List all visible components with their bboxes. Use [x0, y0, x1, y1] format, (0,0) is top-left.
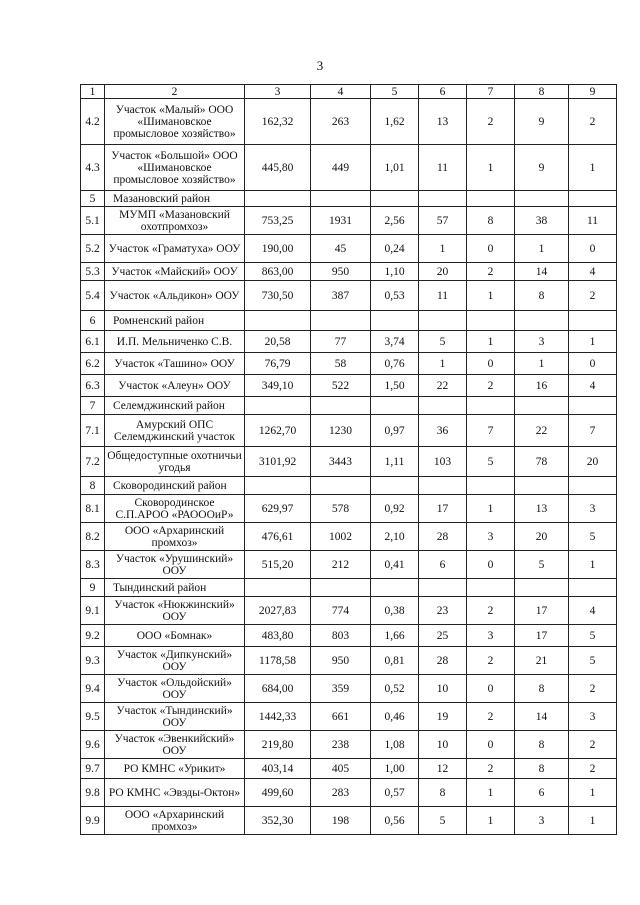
cell-col-col7: 2: [467, 759, 515, 779]
cell-col-number: 9.5: [81, 703, 105, 731]
cell-col-col6: 17: [419, 495, 467, 523]
table-row: [81, 353, 617, 375]
cell-col-col7: 1: [467, 145, 515, 191]
cell-col-name: Участок «Урушинский» ООУ: [105, 551, 245, 579]
cell-col-col9: 2: [569, 759, 617, 779]
cell-col-number: 5.1: [81, 207, 105, 235]
cell-col-col7: [467, 579, 515, 597]
cell-col-number: 9.7: [81, 759, 105, 779]
cell-col-name: РО КМНС «Урикит»: [105, 759, 245, 779]
cell-col-count: 45: [311, 235, 371, 263]
cell-col-density: 1,66: [371, 625, 419, 647]
cell-col-area: [245, 191, 311, 207]
cell-col-col6: 12: [419, 759, 467, 779]
cell-col-col7: 8: [467, 207, 515, 235]
cell-col-col6: 5: [419, 807, 467, 835]
table-row: [81, 99, 617, 145]
cell-col-number: 9.2: [81, 625, 105, 647]
cell-col-density: 1,00: [371, 759, 419, 779]
cell-col-area: 515,20: [245, 551, 311, 579]
cell-col-number: 6.3: [81, 375, 105, 397]
cell-col-name: Участок «Граматуха» ООУ: [105, 235, 245, 263]
cell-col-col9: 1: [569, 807, 617, 835]
cell-col-col8: 3: [515, 807, 569, 835]
cell-col-col6: 6: [419, 551, 467, 579]
table-row: [81, 625, 617, 647]
cell-col-density: 0,38: [371, 597, 419, 625]
table-row: [81, 207, 617, 235]
cell-col-number: 9: [81, 579, 105, 597]
cell-col-count: 77: [311, 331, 371, 353]
table-row: [81, 703, 617, 731]
cell-col-col7: 1: [467, 779, 515, 807]
table-row: [81, 807, 617, 835]
cell-col-col8: 14: [515, 263, 569, 281]
header-cell-col-col7: 7: [467, 85, 515, 99]
cell-col-col8: [515, 311, 569, 331]
data-table: [80, 84, 617, 835]
cell-col-area: 629,97: [245, 495, 311, 523]
cell-col-area: 162,32: [245, 99, 311, 145]
cell-col-col8: 8: [515, 731, 569, 759]
cell-col-count: 1931: [311, 207, 371, 235]
cell-col-col6: 11: [419, 281, 467, 311]
cell-col-name: Участок «Большой» ООО «Шимановское промысловое хозяйство»: [105, 145, 245, 191]
cell-col-col8: 16: [515, 375, 569, 397]
table-row: [81, 675, 617, 703]
cell-col-density: [371, 579, 419, 597]
cell-col-area: [245, 397, 311, 415]
cell-col-name: Селемджинский район: [105, 397, 245, 415]
cell-col-col6: 10: [419, 731, 467, 759]
cell-col-number: 7.1: [81, 415, 105, 447]
cell-col-density: 1,50: [371, 375, 419, 397]
cell-col-name: Амурский ОПС Селемджинский участок: [105, 415, 245, 447]
cell-col-count: 774: [311, 597, 371, 625]
table-row: [81, 731, 617, 759]
cell-col-density: 0,76: [371, 353, 419, 375]
cell-col-name: Участок «Ольдойский» ООУ: [105, 675, 245, 703]
cell-col-number: 4.3: [81, 145, 105, 191]
cell-col-col9: 2: [569, 99, 617, 145]
cell-col-area: 190,00: [245, 235, 311, 263]
cell-col-col9: 20: [569, 447, 617, 477]
table-row: [81, 759, 617, 779]
cell-col-col8: 6: [515, 779, 569, 807]
cell-col-count: 950: [311, 647, 371, 675]
cell-col-col9: 7: [569, 415, 617, 447]
cell-col-number: 8.1: [81, 495, 105, 523]
cell-col-col8: 14: [515, 703, 569, 731]
cell-col-col6: [419, 311, 467, 331]
cell-col-number: 9.3: [81, 647, 105, 675]
cell-col-area: 1262,70: [245, 415, 311, 447]
cell-col-count: 522: [311, 375, 371, 397]
cell-col-col6: 1: [419, 235, 467, 263]
header-cell-col-number: 1: [81, 85, 105, 99]
cell-col-count: 950: [311, 263, 371, 281]
cell-col-col9: 5: [569, 625, 617, 647]
cell-col-col8: 5: [515, 551, 569, 579]
cell-col-col9: [569, 397, 617, 415]
cell-col-col6: 23: [419, 597, 467, 625]
cell-col-col7: [467, 311, 515, 331]
page-number: 3: [316, 58, 324, 73]
cell-col-col8: 8: [515, 759, 569, 779]
cell-col-area: [245, 579, 311, 597]
cell-col-name: Тындинский район: [105, 579, 245, 597]
cell-col-col7: 0: [467, 731, 515, 759]
cell-col-col7: 2: [467, 647, 515, 675]
cell-col-col7: 5: [467, 447, 515, 477]
cell-col-col9: 4: [569, 597, 617, 625]
cell-col-area: 403,14: [245, 759, 311, 779]
table-row: [81, 145, 617, 191]
cell-col-count: [311, 579, 371, 597]
cell-col-name: ООО «Бомнак»: [105, 625, 245, 647]
cell-col-density: 0,46: [371, 703, 419, 731]
cell-col-col9: [569, 477, 617, 495]
cell-col-number: 5.3: [81, 263, 105, 281]
cell-col-col8: 22: [515, 415, 569, 447]
cell-col-col8: [515, 397, 569, 415]
table-row: [81, 779, 617, 807]
cell-col-col6: 103: [419, 447, 467, 477]
cell-col-count: 578: [311, 495, 371, 523]
cell-col-count: 405: [311, 759, 371, 779]
cell-col-count: 1002: [311, 523, 371, 551]
cell-col-count: 212: [311, 551, 371, 579]
cell-col-density: 1,11: [371, 447, 419, 477]
table-row: [81, 281, 617, 311]
cell-col-number: 8: [81, 477, 105, 495]
cell-col-col6: 22: [419, 375, 467, 397]
cell-col-col7: 2: [467, 263, 515, 281]
cell-col-col7: 1: [467, 281, 515, 311]
cell-col-name: ООО «Архаринский промхоз»: [105, 807, 245, 835]
cell-col-col9: 1: [569, 779, 617, 807]
cell-col-number: 9.9: [81, 807, 105, 835]
cell-col-count: 1230: [311, 415, 371, 447]
cell-col-col8: 38: [515, 207, 569, 235]
cell-col-name: И.П. Мельниченко С.В.: [105, 331, 245, 353]
cell-col-col7: 7: [467, 415, 515, 447]
cell-col-col9: 3: [569, 495, 617, 523]
cell-col-col6: 11: [419, 145, 467, 191]
cell-col-col8: 8: [515, 675, 569, 703]
cell-col-area: 684,00: [245, 675, 311, 703]
header-cell-col-area: 3: [245, 85, 311, 99]
cell-col-col8: 78: [515, 447, 569, 477]
cell-col-count: 449: [311, 145, 371, 191]
cell-col-col7: 2: [467, 597, 515, 625]
cell-col-col6: [419, 397, 467, 415]
cell-col-col9: 0: [569, 235, 617, 263]
cell-col-col8: [515, 579, 569, 597]
cell-col-col8: 17: [515, 597, 569, 625]
cell-col-area: 499,60: [245, 779, 311, 807]
cell-col-name: Участок «Малый» ООО «Шимановское промысловое хозяйство»: [105, 99, 245, 145]
cell-col-count: [311, 477, 371, 495]
header-cell-col-name: 2: [105, 85, 245, 99]
section-row: [81, 477, 617, 495]
cell-col-area: 219,80: [245, 731, 311, 759]
cell-col-density: 0,56: [371, 807, 419, 835]
cell-col-name: Общедоступные охотничьи угодья: [105, 447, 245, 477]
cell-col-name: МУМП «Мазановский охотпромхоз»: [105, 207, 245, 235]
cell-col-name: Участок «Эвенкийский» ООУ: [105, 731, 245, 759]
cell-col-col8: 21: [515, 647, 569, 675]
cell-col-number: 9.8: [81, 779, 105, 807]
cell-col-number: 6.2: [81, 353, 105, 375]
cell-col-col6: 5: [419, 331, 467, 353]
cell-col-col6: 28: [419, 647, 467, 675]
cell-col-number: 5: [81, 191, 105, 207]
cell-col-area: 2027,83: [245, 597, 311, 625]
cell-col-col6: 8: [419, 779, 467, 807]
cell-col-col9: 5: [569, 523, 617, 551]
cell-col-col7: 2: [467, 99, 515, 145]
cell-col-col9: 4: [569, 375, 617, 397]
cell-col-area: 349,10: [245, 375, 311, 397]
cell-col-col8: 13: [515, 495, 569, 523]
cell-col-number: 6: [81, 311, 105, 331]
cell-col-col9: 1: [569, 551, 617, 579]
section-row: [81, 191, 617, 207]
cell-col-col8: 1: [515, 353, 569, 375]
cell-col-count: [311, 191, 371, 207]
cell-col-count: 387: [311, 281, 371, 311]
cell-col-col7: 1: [467, 331, 515, 353]
cell-col-col6: [419, 579, 467, 597]
cell-col-col8: 1: [515, 235, 569, 263]
cell-col-col6: 28: [419, 523, 467, 551]
cell-col-density: 0,97: [371, 415, 419, 447]
cell-col-col6: 25: [419, 625, 467, 647]
cell-col-col6: 20: [419, 263, 467, 281]
cell-col-count: 238: [311, 731, 371, 759]
section-row: [81, 579, 617, 597]
cell-col-col9: 3: [569, 703, 617, 731]
cell-col-area: 753,25: [245, 207, 311, 235]
cell-col-area: 483,80: [245, 625, 311, 647]
cell-col-name: ООО «Архаринский промхоз»: [105, 523, 245, 551]
cell-col-name: Ромненский район: [105, 311, 245, 331]
cell-col-col8: 3: [515, 331, 569, 353]
cell-col-count: 283: [311, 779, 371, 807]
cell-col-area: 863,00: [245, 263, 311, 281]
cell-col-number: 7.2: [81, 447, 105, 477]
cell-col-count: 58: [311, 353, 371, 375]
cell-col-number: 5.4: [81, 281, 105, 311]
cell-col-number: 4.2: [81, 99, 105, 145]
cell-col-number: 7: [81, 397, 105, 415]
cell-col-name: Участок «Ташино» ООУ: [105, 353, 245, 375]
cell-col-col7: 2: [467, 703, 515, 731]
section-row: [81, 397, 617, 415]
table-row: [81, 647, 617, 675]
cell-col-number: 8.3: [81, 551, 105, 579]
cell-col-col7: 0: [467, 551, 515, 579]
cell-col-density: 0,53: [371, 281, 419, 311]
cell-col-name: Сковородинский район: [105, 477, 245, 495]
cell-col-col7: [467, 191, 515, 207]
cell-col-col7: 2: [467, 375, 515, 397]
cell-col-density: 1,62: [371, 99, 419, 145]
section-row: [81, 311, 617, 331]
cell-col-name: РО КМНС «Эвэды-Октон»: [105, 779, 245, 807]
table-row: [81, 447, 617, 477]
cell-col-area: 20,58: [245, 331, 311, 353]
cell-col-name: Участок «Нюкжинский» ООУ: [105, 597, 245, 625]
cell-col-col9: 11: [569, 207, 617, 235]
cell-col-col8: 20: [515, 523, 569, 551]
table-row: [81, 331, 617, 353]
cell-col-density: 0,41: [371, 551, 419, 579]
cell-col-col9: [569, 191, 617, 207]
cell-col-col9: 1: [569, 331, 617, 353]
cell-col-count: 263: [311, 99, 371, 145]
cell-col-col8: 17: [515, 625, 569, 647]
cell-col-density: 0,92: [371, 495, 419, 523]
cell-col-density: 0,57: [371, 779, 419, 807]
table-row: [81, 523, 617, 551]
cell-col-col8: [515, 477, 569, 495]
cell-col-col9: 5: [569, 647, 617, 675]
cell-col-name: Мазановский район: [105, 191, 245, 207]
cell-col-area: 445,80: [245, 145, 311, 191]
header-cell-col-count: 4: [311, 85, 371, 99]
cell-col-name: Участок «Алеун» ООУ: [105, 375, 245, 397]
cell-col-area: [245, 311, 311, 331]
cell-col-area: 3101,92: [245, 447, 311, 477]
cell-col-col9: 2: [569, 731, 617, 759]
cell-col-count: 198: [311, 807, 371, 835]
cell-col-col7: [467, 397, 515, 415]
cell-col-density: 2,56: [371, 207, 419, 235]
cell-col-number: 9.1: [81, 597, 105, 625]
cell-col-density: 0,24: [371, 235, 419, 263]
cell-col-col6: 57: [419, 207, 467, 235]
cell-col-area: 1178,58: [245, 647, 311, 675]
cell-col-col7: 0: [467, 353, 515, 375]
cell-col-col7: 3: [467, 523, 515, 551]
cell-col-area: 476,61: [245, 523, 311, 551]
cell-col-number: 8.2: [81, 523, 105, 551]
cell-col-name: Сковородинское С.П.АРОО «РАОООиР»: [105, 495, 245, 523]
cell-col-col6: 10: [419, 675, 467, 703]
table-row: [81, 597, 617, 625]
cell-col-col9: 4: [569, 263, 617, 281]
cell-col-col9: 2: [569, 675, 617, 703]
header-cell-col-col9: 9: [569, 85, 617, 99]
cell-col-col9: [569, 311, 617, 331]
cell-col-density: 0,52: [371, 675, 419, 703]
cell-col-density: 2,10: [371, 523, 419, 551]
cell-col-density: [371, 311, 419, 331]
cell-col-number: 9.4: [81, 675, 105, 703]
cell-col-col6: 13: [419, 99, 467, 145]
cell-col-number: 5.2: [81, 235, 105, 263]
cell-col-col7: 0: [467, 235, 515, 263]
cell-col-col8: 9: [515, 145, 569, 191]
cell-col-col8: 9: [515, 99, 569, 145]
cell-col-col7: 3: [467, 625, 515, 647]
cell-col-col9: [569, 579, 617, 597]
cell-col-col6: [419, 477, 467, 495]
cell-col-density: 0,81: [371, 647, 419, 675]
cell-col-count: [311, 397, 371, 415]
cell-col-col6: 19: [419, 703, 467, 731]
cell-col-density: 1,10: [371, 263, 419, 281]
cell-col-density: 3,74: [371, 331, 419, 353]
table-row: [81, 263, 617, 281]
cell-col-col9: 1: [569, 145, 617, 191]
cell-col-col7: [467, 477, 515, 495]
cell-col-name: Участок «Тындинский» ООУ: [105, 703, 245, 731]
header-cell-col-density: 5: [371, 85, 419, 99]
cell-col-count: 803: [311, 625, 371, 647]
cell-col-count: [311, 311, 371, 331]
cell-col-col9: 0: [569, 353, 617, 375]
cell-col-area: 1442,33: [245, 703, 311, 731]
table-row: [81, 375, 617, 397]
cell-col-col8: [515, 191, 569, 207]
cell-col-density: [371, 397, 419, 415]
cell-col-density: 1,01: [371, 145, 419, 191]
table-row: [81, 415, 617, 447]
cell-col-density: 1,08: [371, 731, 419, 759]
cell-col-count: 359: [311, 675, 371, 703]
header-cell-col-col8: 8: [515, 85, 569, 99]
cell-col-area: 352,30: [245, 807, 311, 835]
cell-col-number: 9.6: [81, 731, 105, 759]
cell-col-col7: 1: [467, 807, 515, 835]
cell-col-col6: 36: [419, 415, 467, 447]
cell-col-col9: 2: [569, 281, 617, 311]
table-row: [81, 551, 617, 579]
table-row: [81, 495, 617, 523]
cell-col-density: [371, 477, 419, 495]
cell-col-col8: 8: [515, 281, 569, 311]
cell-col-name: Участок «Дипкунский» ООУ: [105, 647, 245, 675]
cell-col-density: [371, 191, 419, 207]
cell-col-col7: 1: [467, 495, 515, 523]
cell-col-col6: [419, 191, 467, 207]
cell-col-count: 661: [311, 703, 371, 731]
cell-col-area: [245, 477, 311, 495]
cell-col-col7: 0: [467, 675, 515, 703]
cell-col-area: 730,50: [245, 281, 311, 311]
cell-col-name: Участок «Альдикон» ООУ: [105, 281, 245, 311]
cell-col-count: 3443: [311, 447, 371, 477]
cell-col-col6: 1: [419, 353, 467, 375]
table-row: [81, 235, 617, 263]
header-cell-col-col6: 6: [419, 85, 467, 99]
cell-col-number: 6.1: [81, 331, 105, 353]
cell-col-area: 76,79: [245, 353, 311, 375]
table-body: [81, 85, 617, 835]
table-header-row: [81, 85, 617, 99]
cell-col-name: Участок «Майский» ООУ: [105, 263, 245, 281]
